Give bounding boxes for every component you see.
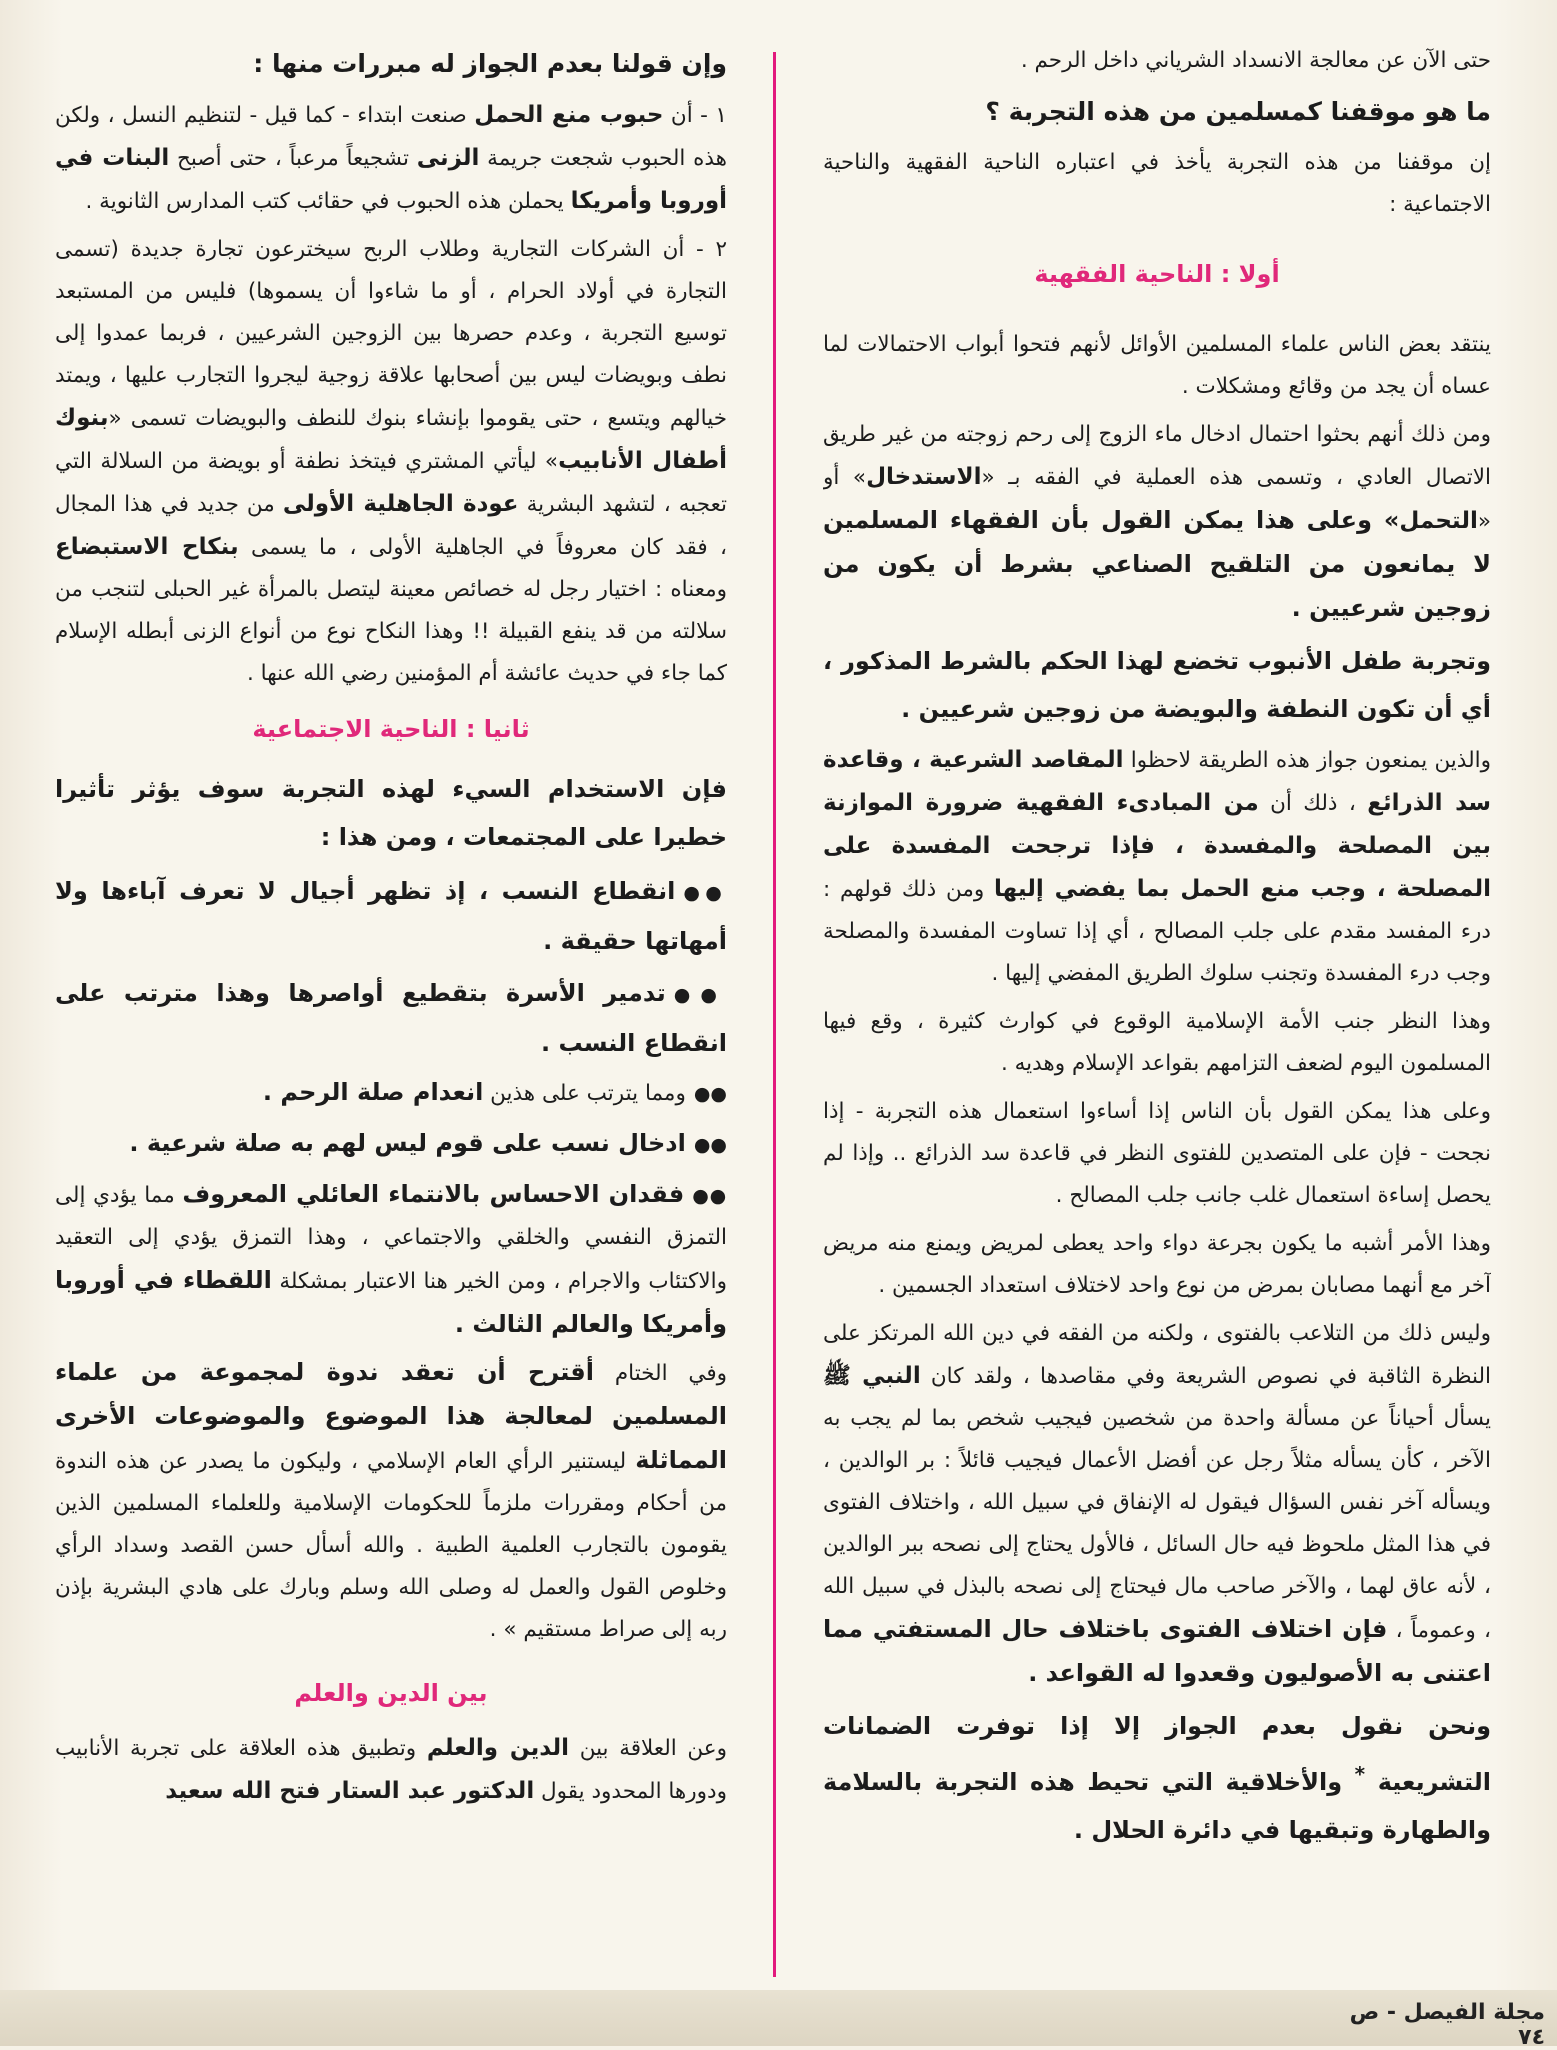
bullet-item — [55, 969, 727, 1067]
bold-run: عودة الجاهلية الأولى — [282, 491, 519, 517]
text-run: ومعناه : اختيار رجل له خصائص معينة ليتصل بالمرأة غير الحبلى لتنجب من سلالته من قد ينفع القبيلة !! وهذا النكاح نوع من أنواع الزنى أبطله الإسلام كما جاء في حديث عائشة أم المؤمنين رضي الله عنها . — [55, 577, 727, 686]
text-run: ليستنير الرأي العام الإسلامي ، وليكون ما يصدر عن هذه الندوة من أحكام ومقررات ملزماً للحكومات الإسلامية وللعلماء المسلمين الذين يقومون بالتجارب العلمية الطبية . والله أسأل حسن القصد وسداد الرأي وخلوص القول والعمل له وصلى الله وسلم وبارك على هادي البشرية بإذن ربه إلى صراط مستقيم » . — [55, 1449, 727, 1642]
bold-run: بنكاح الاستبضاع — [55, 534, 239, 560]
term: التحمل — [1399, 508, 1478, 534]
bold-run: البنات في أوروبا وأمريكا — [55, 145, 727, 214]
paragraph: إن موقفنا من هذه التجربة يأخذ في اعتباره الناحية الفقهية والناحية الاجتماعية : — [823, 150, 1491, 217]
bold-run: والأخلاقية التي تحيط هذه التجربة بالسلامة والطهارة وتبقيها في دائرة الحلال . — [823, 1768, 1491, 1844]
text-run: يحملن هذه الحبوب في حقائب كتب المدارس الثانوية . — [85, 189, 564, 214]
bullet-dots-icon: ●● — [673, 984, 727, 1006]
text-run: مما يؤدي إلى التمزق النفسي والخلقي والاجتماعي ، وهذا التمزق يؤدي إلى التعقيد والاكتئاب والاجرام ، ومن الخير هنا الاعتبار بمشكلة — [55, 1183, 727, 1294]
text-run: بـ « — [981, 465, 1021, 490]
left-column — [55, 40, 727, 1968]
text-run: ومن ذلك قولهم : درء المفسد مقدم على جلب المصالح ، أي إذا تساوت المفسدة والمصلحة وجب درء المفسدة وتجنب سلوك الطريق المفضي إليها . — [823, 877, 1491, 986]
text-run: من جديد في هذا المجال ، فقد كان معروفاً في الجاهلية الأولى ، ما يسمى — [55, 492, 727, 560]
footer-band — [0, 1990, 1557, 2046]
column-divider — [773, 52, 776, 1977]
text-run: وليس ذلك من التلاعب بالفتوى ، ولكنه من الفقه في دين الله المرتكز على النظرة الثاقبة في نصوص الشريعة وفي مقاصدها ، ولقد كان — [823, 1321, 1491, 1389]
bold-paragraph — [823, 1702, 1491, 1854]
text-run: وعن العلاقة بين — [579, 1736, 727, 1761]
bold-paragraph: وتجربة طفل الأنبوب تخضع لهذا الحكم بالشرط المذكور ، أي أن تكون النطفة والبويضة من زوجين شرعيين . — [823, 647, 1491, 723]
bullet-item — [55, 867, 727, 965]
bold-run: النبي ﷺ — [823, 1363, 921, 1389]
bullet-text: تدمير الأسرة بتقطيع أواصرها وهذا مترتب على انقطاع النسب . — [55, 979, 727, 1057]
bullet-dots-icon: ●● — [693, 1134, 727, 1156]
question-heading: ما هو موقفنا كمسلمين من هذه التجربة ؟ — [985, 97, 1491, 126]
paragraph — [823, 1313, 1491, 1696]
section-title-social: ثانيا : الناحية الاجتماعية — [252, 715, 530, 743]
paragraph: وهذا الأمر أشبه ما يكون بجرعة دواء واحد يعطى لمريض ويمنع منه مريض آخر مع أنهما مصابان بمرض من نوع واحد لاختلاف استعداد الجسمين . — [823, 1231, 1491, 1298]
heading: وإن قولنا بعدم الجواز له مبررات منها : — [253, 49, 727, 78]
paragraph — [823, 414, 1491, 631]
bold-run: » وعلى هذا يمكن القول بأن الفقهاء المسلمين لا يمانعون من التلقيح الصناعي بشرط أن يكون من زوجين شرعيين . — [823, 506, 1491, 622]
bullet-text: ومما يترتب على هذين — [490, 1081, 686, 1106]
bold-run: فقدان الاحساس بالانتماء العائلي المعروف — [182, 1180, 685, 1208]
section-title-religion-science: بين الدين والعلم — [294, 1679, 488, 1707]
paragraph — [55, 94, 727, 223]
paragraph: حتى الآن عن معالجة الانسداد الشرياني داخل الرحم . — [1020, 48, 1491, 73]
page-footer: مجلة الفيصل - ص ٧٤ — [1349, 2000, 1545, 2050]
bullet-text: ادخال نسب على قوم ليس لهم به صلة شرعية . — [129, 1129, 686, 1157]
paragraph: وهذا النظر جنب الأمة الإسلامية الوقوع في كوارث كثيرة ، وقع فيها المسلمون اليوم لضعف التزامهم بقواعد الإسلام وهديه . — [823, 1009, 1491, 1076]
section-title-fiqh: أولا : الناحية الفقهية — [1034, 260, 1280, 288]
paragraph — [55, 1351, 727, 1651]
footnote-star: * — [1354, 1762, 1366, 1786]
bold-run: الدكتور عبد الستار فتح الله سعيد — [165, 1778, 535, 1804]
text-run: ومن ذلك أنهم بحثوا احتمال ادخال ماء الزوج إلى رحم زوجته من غير طريق الاتصال العادي ، وتسمى هذه العملية في الفقه — [823, 422, 1491, 490]
text-run: » ليأتي المشتري فيتخذ نطفة أو بويضة من السلالة التي تعجبه ، لتشهد البشرية — [55, 449, 727, 517]
bold-run: المقاصد الشرعية ، وقاعدة سد الذرائع — [823, 747, 1491, 816]
text-run: وتطبيق هذه العلاقة على تجربة الأنابيب ودورها المحدود يقول — [55, 1736, 727, 1804]
bullet-dots-icon: ●● — [693, 1083, 727, 1105]
bold-run: أقترح أن تعقد ندوة لمجموعة من علماء المسلمين لمعالجة هذا الموضوع والموضوعات الأخرى المماثلة — [55, 1358, 727, 1474]
right-column — [823, 40, 1491, 1968]
bullet-item — [55, 1119, 727, 1169]
bold-run: الدين والعلم — [426, 1735, 570, 1761]
bold-run: انعدام صلة الرحم . — [262, 1078, 484, 1106]
text-run: وفي الختام — [614, 1361, 727, 1386]
bold-run: بنوك أطفال الأنابيب — [55, 405, 727, 474]
paragraph: وعلى هذا يمكن القول بأن الناس إذا أساءوا استعمال هذه التجربة - إذا نجحت - فإن على المتصدين للفتوى النظر في قاعدة سد الذرائع .. وإذا لم يحصل إساءة استعمال غلب جانب جلب المصالح . — [823, 1099, 1491, 1208]
text-run: والذين يمنعون جواز هذه الطريقة لاحظوا — [1130, 748, 1491, 773]
bullet-item — [55, 1071, 727, 1115]
text-run: تشجيعاً مرعباً ، حتى أصبح — [177, 146, 409, 171]
text-run: ٢ - أن الشركات التجارية وطلاب الربح سيخترعون تجارة جديدة (تسمى التجارة في أولاد الحرام ، أو ما شاءوا أن يسموها) فليس من المستبعد توسيع التجربة ، وعدم حصرها بين الزوجين الشرعيين ، فربما عمدوا إلى نطف وبويضات ليس بين أصحابها علاقة زوجية ليجروا التجارب عليها ، ويمتد خيالهم ويتسع ، حتى يقوموا بإنشاء بنوك للنطف والبويضات تسمى « — [55, 237, 727, 431]
bullet-dots-icon: ●● — [692, 1185, 727, 1207]
paragraph — [55, 229, 727, 695]
text-run: صنعت ابتداء - كما قيل - لتنظيم النسل ، ولكن هذه الحبوب شجعت جريمة — [55, 103, 727, 171]
bold-run: الزنى — [416, 145, 480, 171]
bold-run: ونحن نقول بعدم الجواز إلا إذا توفرت الضمانات التشريعية — [823, 1712, 1491, 1796]
bold-paragraph: فإن الاستخدام السيء لهذه التجربة سوف يؤثر تأثيرا خطيرا على المجتمعات ، ومن هذا : — [55, 775, 727, 851]
bold-run: حبوب منع الحمل — [474, 102, 664, 128]
text-run: يسأل أحياناً عن مسألة واحدة من شخصين فيجيب شخص بما لم يجب به الآخر ، كأن يسأله مثلاً رجل عن أفضل الأعمال فيجيب قائلاً : بر الوالدين ، ويسأله آخر نفس السؤال فيقول له الإنفاق في سبيل الله ، واختلاف الفتوى في هذا المثل ملحوظ فيه حال السائل ، فالأول يحتاج إلى نصحه ببر الوالدين ، لأنه عاق لهما ، والآخر صاحب مال فيحتاج إلى نصحه بالبذل في سبيل الله ، وعموماً ، — [823, 1406, 1491, 1643]
bullet-dots-icon: ●● — [683, 882, 727, 904]
term: الاستدخال — [866, 464, 982, 490]
bold-run: اللقطاء في أوروبا وأمريكا والعالم الثالث . — [55, 1266, 727, 1338]
text-run: » أو « — [823, 465, 1491, 534]
bold-run: فإن اختلاف الفتوى باختلاف حال المستفتي مما اعتنى به الأصوليون وقعدوا له القواعد . — [823, 1615, 1491, 1687]
text-run: ، ذلك أن — [1270, 791, 1356, 816]
text-run: ١ - أن — [670, 103, 727, 128]
bullet-item — [55, 1173, 727, 1347]
paragraph: ينتقد بعض الناس علماء المسلمين الأوائل لأنهم فتحوا أبواب الاحتمالات لما عساه أن يجد من وقائع ومشكلات . — [823, 332, 1491, 399]
bullet-text: انقطاع النسب ، إذ تظهر أجيال لا تعرف آباءها ولا أمهاتها حقيقة . — [55, 877, 727, 955]
paragraph — [55, 1727, 727, 1813]
bold-run: من المبادىء الفقهية ضرورة الموازنة بين المصلحة والمفسدة ، فإذا ترجحت المفسدة على المصلحة ، وجب منع الحمل بما يفضي إليها — [823, 790, 1491, 902]
paragraph — [823, 739, 1491, 995]
